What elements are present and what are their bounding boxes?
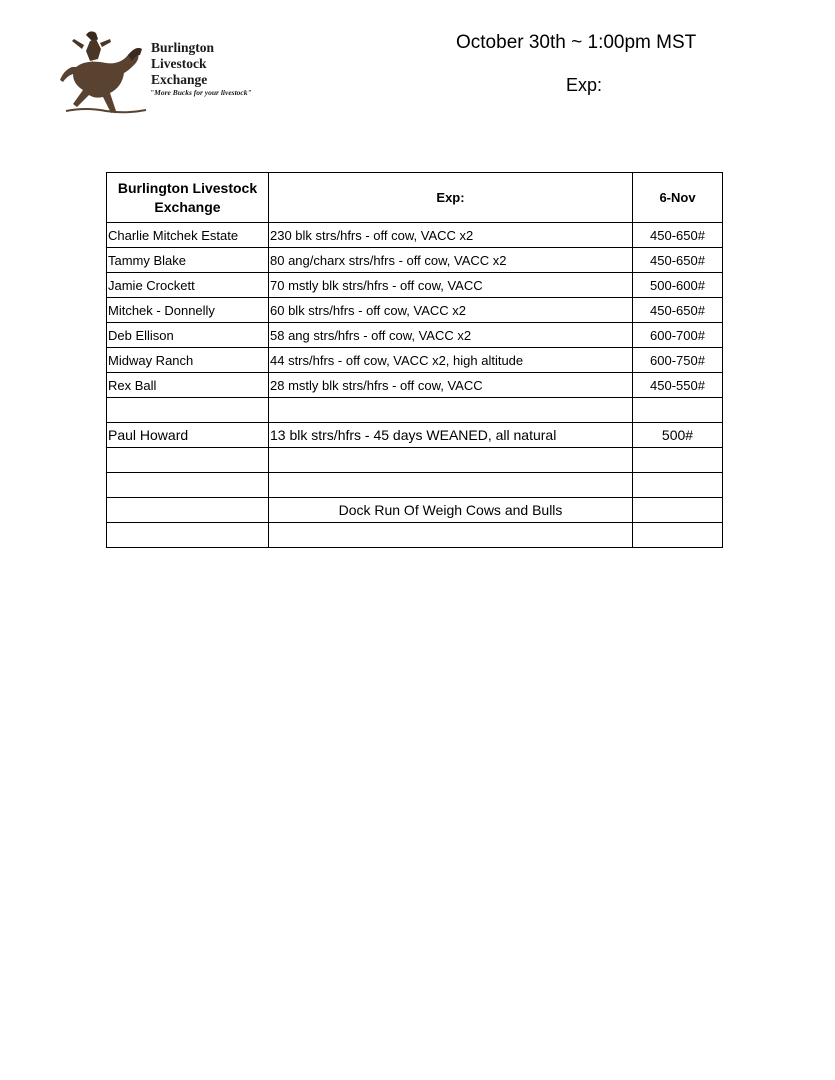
consignor-cell xyxy=(107,498,269,523)
description-cell: 44 strs/hfrs - off cow, VACC x2, high altitude xyxy=(269,348,633,373)
description-cell: 230 blk strs/hfrs - off cow, VACC x2 xyxy=(269,223,633,248)
weight-cell: 450-650# xyxy=(633,298,723,323)
weight-cell: 450-550# xyxy=(633,373,723,398)
consignor-cell: Rex Ball xyxy=(107,373,269,398)
description-cell: 58 ang strs/hfrs - off cow, VACC x2 xyxy=(269,323,633,348)
expected-label: Exp: xyxy=(566,75,603,95)
weight-cell xyxy=(633,498,723,523)
weight-cell xyxy=(633,523,723,548)
weight-cell: 500-600# xyxy=(633,273,723,298)
consignment-table xyxy=(106,172,723,548)
sale-date: October 30th ~ 1:00pm MST xyxy=(456,32,697,53)
weight-cell xyxy=(633,448,723,473)
table-row xyxy=(107,223,723,248)
table-row xyxy=(107,398,723,423)
table-row xyxy=(107,273,723,298)
consignor-cell: Mitchek - Donnelly xyxy=(107,298,269,323)
weight-cell: 450-650# xyxy=(633,248,723,273)
logo-slogan: "More Bucks for your livestock" xyxy=(150,88,252,97)
table-row xyxy=(107,348,723,373)
description-cell: 80 ang/charx strs/hfrs - off cow, VACC x2 xyxy=(269,248,633,273)
table-row xyxy=(107,523,723,548)
logo-company-name: Burlington Livestock Exchange xyxy=(151,40,215,87)
description-cell: 70 mstly blk strs/hfrs - off cow, VACC xyxy=(269,273,633,298)
weight-cell: 600-700# xyxy=(633,323,723,348)
table-row xyxy=(107,323,723,348)
weight-cell: 600-750# xyxy=(633,348,723,373)
description-cell xyxy=(269,523,633,548)
table-row xyxy=(107,473,723,498)
consignor-cell xyxy=(107,523,269,548)
consignor-cell: Paul Howard xyxy=(107,423,269,448)
consignor-cell: Charlie Mitchek Estate xyxy=(107,223,269,248)
consignor-cell xyxy=(107,398,269,423)
bronc-rider-icon xyxy=(56,27,151,119)
consignor-cell xyxy=(107,448,269,473)
weight-cell: 500# xyxy=(633,423,723,448)
weight-cell xyxy=(633,398,723,423)
description-cell xyxy=(269,398,633,423)
weight-cell: 450-650# xyxy=(633,223,723,248)
table-row xyxy=(107,448,723,473)
description-cell: 13 blk strs/hfrs - 45 days WEANED, all natural xyxy=(269,423,633,448)
header-consignor: Burlington Livestock Exchange xyxy=(107,173,269,223)
consignor-cell: Jamie Crockett xyxy=(107,273,269,298)
description-cell: 28 mstly blk strs/hfrs - off cow, VACC xyxy=(269,373,633,398)
description-cell xyxy=(269,448,633,473)
table-row xyxy=(107,498,723,523)
weight-cell xyxy=(633,473,723,498)
company-logo xyxy=(56,27,301,122)
consignor-cell: Midway Ranch xyxy=(107,348,269,373)
table-row xyxy=(107,423,723,448)
description-cell xyxy=(269,473,633,498)
header-weight: 6-Nov xyxy=(633,173,723,223)
table-row xyxy=(107,298,723,323)
header-description: Exp: xyxy=(269,173,633,223)
description-cell: Dock Run Of Weigh Cows and Bulls xyxy=(269,498,633,523)
table-header-row xyxy=(107,173,723,223)
description-cell: 60 blk strs/hfrs - off cow, VACC x2 xyxy=(269,298,633,323)
table-row xyxy=(107,373,723,398)
consignor-cell: Tammy Blake xyxy=(107,248,269,273)
consignor-cell: Deb Ellison xyxy=(107,323,269,348)
consignor-cell xyxy=(107,473,269,498)
table-row xyxy=(107,248,723,273)
